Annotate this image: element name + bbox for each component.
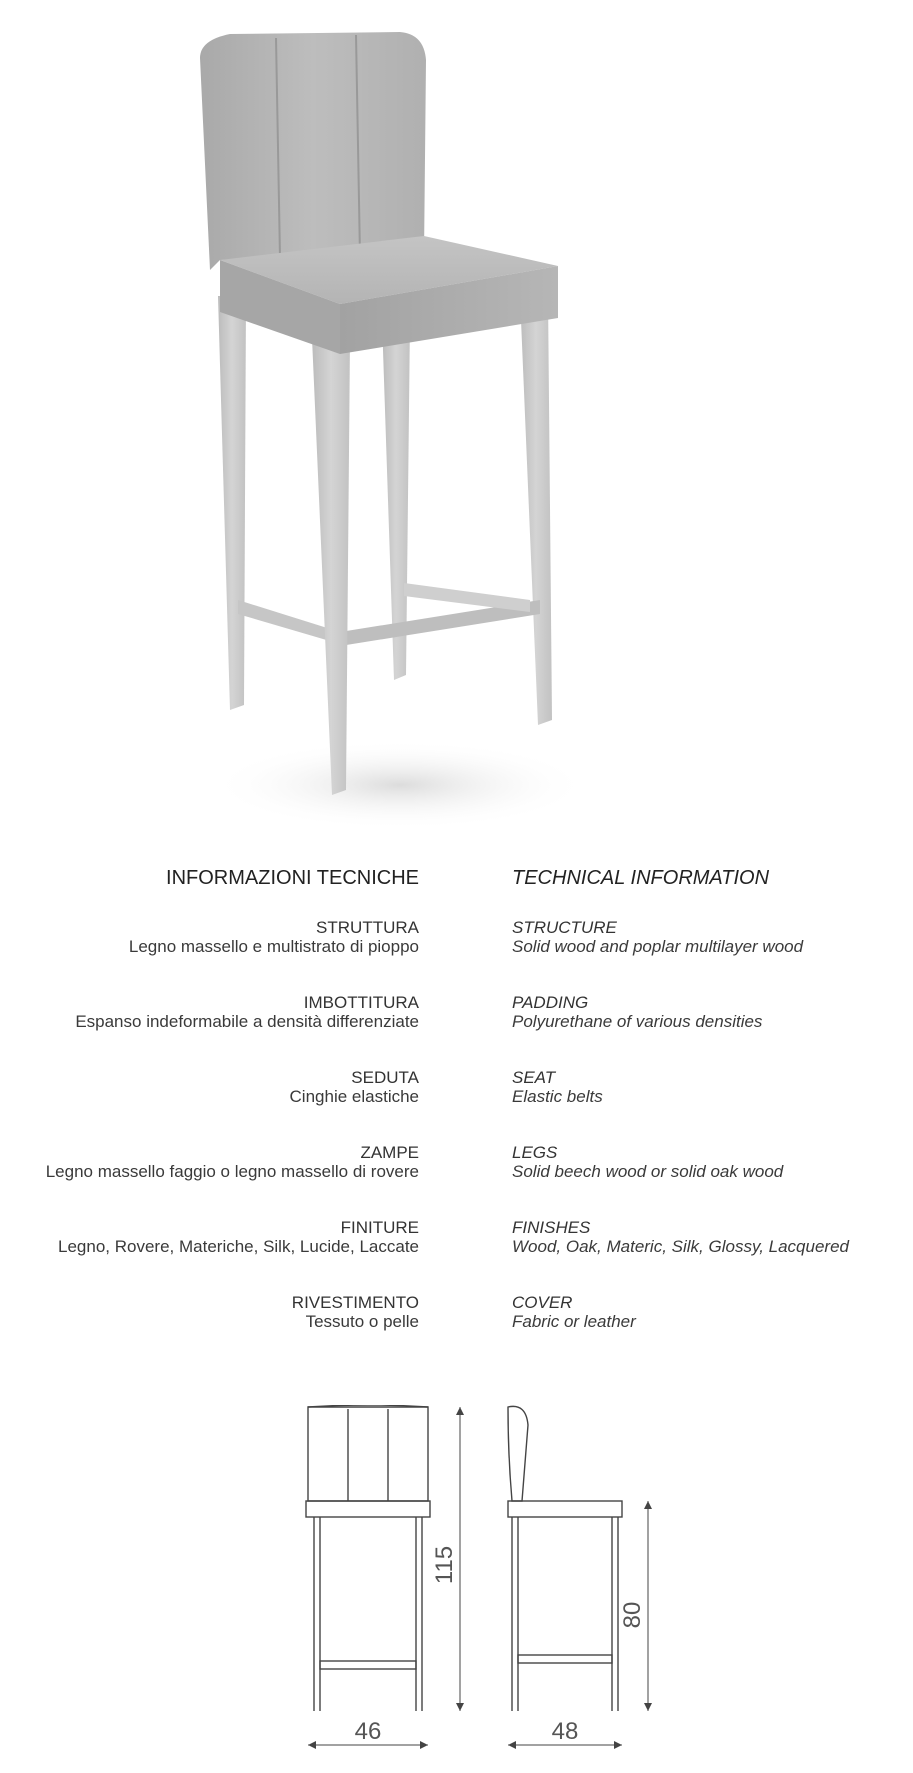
italian-info-item [0, 1068, 419, 1143]
english-info-item [512, 1218, 907, 1293]
side-depth-label: 48 [551, 1718, 579, 1745]
italian-info-item [0, 1293, 419, 1368]
italian-info-label: SEDUTA [351, 1068, 419, 1087]
side-view-drawing [508, 1406, 622, 1711]
italian-info-label: IMBOTTITURA [303, 993, 419, 1012]
dimension-drawing [290, 1405, 680, 1765]
english-info-value: Solid wood and poplar multilayer wood [512, 937, 804, 956]
italian-info-value: Legno, Rovere, Materiche, Silk, Lucide, Laccate [58, 1237, 419, 1256]
english-info-label: FINISHES [512, 1218, 591, 1237]
english-info-value: Solid beech wood or solid oak wood [512, 1162, 784, 1181]
italian-info-value: Tessuto o pelle [305, 1312, 419, 1331]
front-view-drawing [306, 1405, 430, 1711]
italian-info-label: FINITURE [340, 1218, 419, 1237]
english-info-label: COVER [512, 1293, 573, 1312]
italian-info-value: Cinghie elastiche [289, 1087, 419, 1106]
english-info-title: TECHNICAL INFORMATION [512, 867, 770, 889]
english-info-label: LEGS [512, 1143, 558, 1162]
english-info-column [512, 866, 907, 1368]
english-info-item [512, 1068, 907, 1143]
english-info-value: Elastic belts [512, 1087, 603, 1106]
italian-info-title: INFORMAZIONI TECNICHE [166, 867, 419, 889]
total-height-label: 115 [431, 1545, 458, 1585]
italian-info-value: Legno massello faggio o legno massello di rovere [45, 1162, 419, 1181]
italian-info-value: Espanso indeformabile a densità differenziate [75, 1012, 419, 1031]
english-info-label: STRUCTURE [512, 918, 617, 937]
italian-info-label: STRUTTURA [316, 918, 419, 937]
english-info-item [512, 918, 907, 993]
english-info-item [512, 993, 907, 1068]
italian-info-label: ZAMPE [360, 1143, 419, 1162]
front-width-label: 46 [354, 1718, 382, 1745]
seat-height-label: 80 [619, 1601, 646, 1629]
italian-info-label: RIVESTIMENTO [291, 1293, 419, 1312]
english-info-label: SEAT [512, 1068, 556, 1087]
italian-info-item [0, 1143, 419, 1218]
italian-info-column [0, 866, 419, 1368]
english-info-item [512, 1143, 907, 1218]
english-info-item [512, 1293, 907, 1368]
italian-info-value: Legno massello e multistrato di pioppo [128, 937, 419, 956]
bar-stool-photo [200, 20, 640, 840]
english-info-value: Fabric or leather [512, 1312, 636, 1331]
italian-info-item [0, 1218, 419, 1293]
english-info-value: Polyurethane of various densities [512, 1012, 763, 1031]
italian-info-item [0, 993, 419, 1068]
english-info-value: Wood, Oak, Materic, Silk, Glossy, Lacquered [512, 1237, 849, 1256]
english-info-label: PADDING [512, 993, 589, 1012]
italian-info-item [0, 918, 419, 993]
